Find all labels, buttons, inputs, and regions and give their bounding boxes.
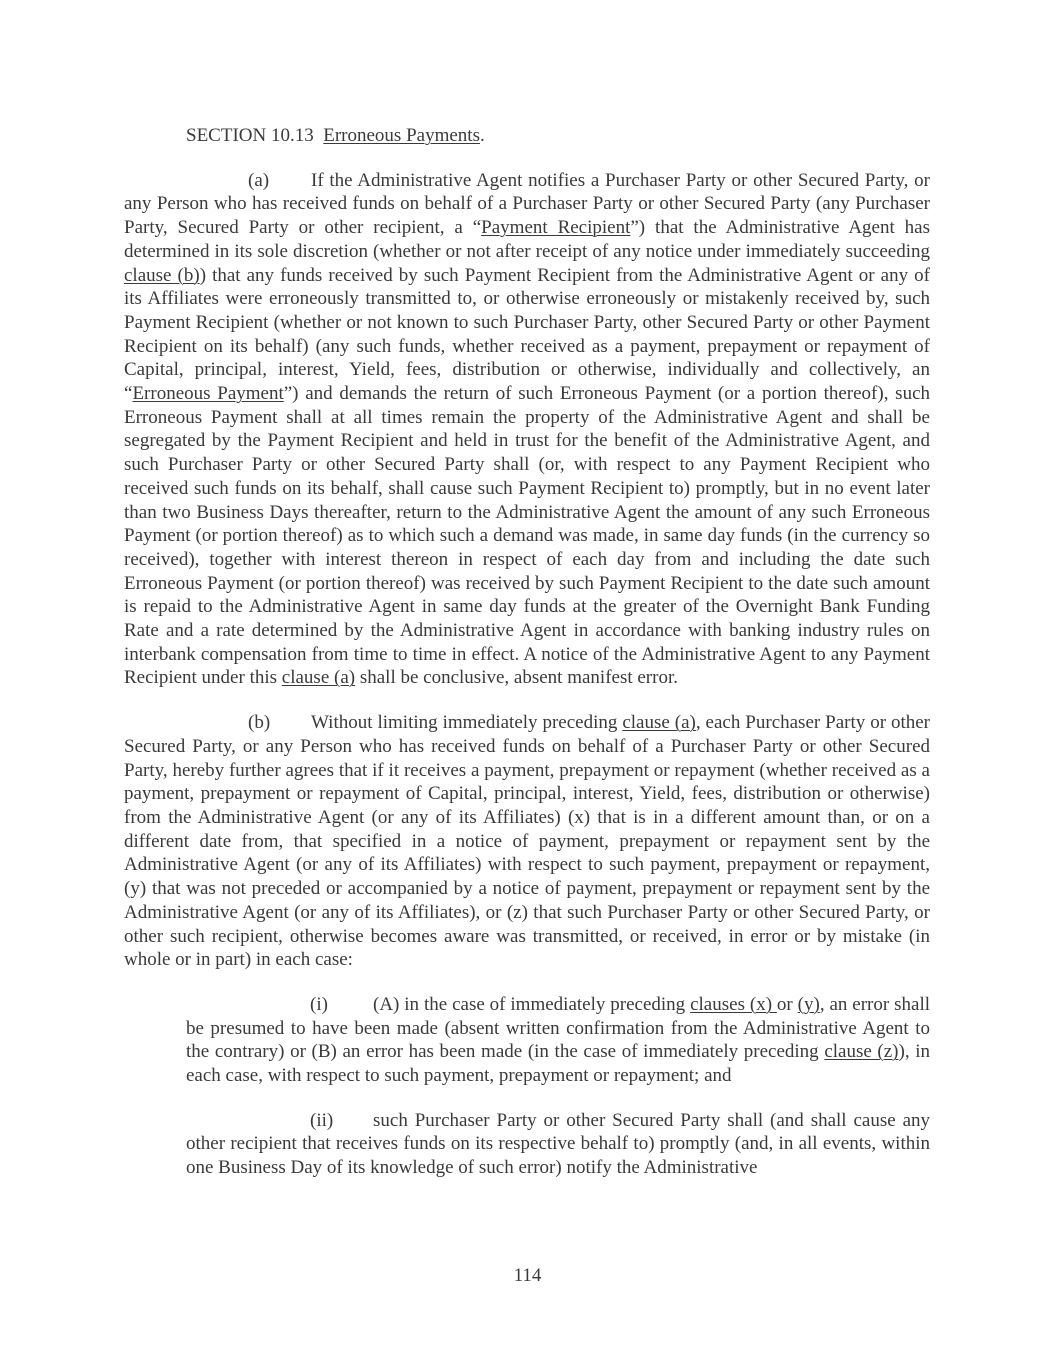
page-number: 114 [513,1265,542,1286]
paragraph-a-label: (a) [248,169,270,191]
paragraph-b-label: (b) [248,712,271,734]
section-title-period: . [479,125,485,146]
section-number: SECTION 10.13 [186,125,314,146]
subparagraph-i-text-1: (A) in the case of immediately preceding [373,993,691,1015]
defined-term-payment-recipient: Payment Recipient [481,217,631,239]
paragraph-b-text-1: Without limiting immediately preceding [311,712,623,734]
paragraph-a-text-4: ”) and demands the return of such Erroneous Payment (or a portion thereof), such Erroneous Payment shall at all times remain the property of the Administrative Agent and shall be segregated by the Payment Recipient and held in trust for the benefit of the Administrative Agent, and such Purchaser Party or other Secured Party shall (or, with respect to any Payment Recipient who received such funds on its behalf, shall cause such Payment Recipient to) promptly, but in no event later than two Business Days thereafter, return to the Administrative Agent the amount of any such Erroneous Payment (or portion thereof) as to which such a demand was made, in same day funds (in the currency so received), together with interest thereon in respect of each day from and including the date such Erroneous Payment (or portion thereof) was received by such Payment Recipient to the date such amount is repaid to the Administrative Agent in same day funds at the greater of the Overnight Bank Funding Rate and a rate determined by the Administrative Agent in accordance with banking industry rules on interbank compensation from time to time in effect. A notice of the Administrative Agent to any Payment Recipient under this [124,383,931,689]
paragraph-a [124,169,930,690]
paragraph-a-text-5: shall be conclusive, absent manifest error. [355,667,678,689]
subparagraph-i-text-4: ), in each case, with respect to such payment, prepayment or repayment; and [186,1041,930,1087]
clause-a-reference: clause (a) [281,667,356,689]
subparagraph-i [186,993,930,1088]
paragraph-b-text-2: , each Purchaser Party or other Secured Party, or any Person who has received funds on behalf of a Purchaser Party or other Secured Party, hereby further agrees that if it receives a payment, prepayment or repayment (whether received as a payment, prepayment or repayment of Capital, principal, interest, Yield, fees, distribution or otherwise) from the Administrative Agent (or any of its Affiliates) (x) that is in a different amount than, or on a different date from, that specified in a notice of payment, prepayment or repayment sent by the Administrative Agent (or any of its Affiliates) with respect to such payment, prepayment or repayment, (y) that was not preceded or accompanied by a notice of payment, prepayment or repayment sent by the Administrative Agent (or any of its Affiliates), or (z) that such Purchaser Party or other Secured Party, or other such recipient, otherwise becomes aware was transmitted, or received, in error or by mistake (in whole or in part) in each case: [124,712,931,971]
clauses-x-reference: clauses (x) [690,993,777,1015]
defined-term-erroneous-payment: Erroneous Payment [132,383,284,405]
subparagraph-i-text-3: , an error shall be presumed to have been made (absent written confirmation from the Administrative Agent to the contrary) or (B) an error has been made (in the case of immediately preceding [186,993,931,1063]
subparagraph-i-label: (i) [310,993,328,1015]
paragraph-a-text-1: If the Administrative Agent notifies a Purchaser Party or other Secured Party, or any Person who has received funds on behalf of a Purchaser Party or other Secured Party (any Purchaser Party, Secured Party or other recipient, a “ [124,169,930,239]
subparagraph-ii-label: (ii) [310,1109,334,1131]
section-title: Erroneous Payments [323,125,480,146]
clause-a-reference: clause (a) [622,712,696,734]
section-heading [186,124,930,148]
subparagraph-ii [186,1109,930,1180]
subparagraph-ii-text-1: such Purchaser Party or other Secured Party shall (and shall cause any other recipient that receives funds on its respective behalf to) promptly (and, in all events, within one Business Day of its knowledge of such error) notify the Administrative [186,1109,930,1179]
clause-y-reference: (y) [797,993,820,1015]
paragraph-a-text-3: ) that any funds received by such Payment Recipient from the Administrative Agent or any of its Affiliates were erroneously transmitted to, or otherwise erroneously or mistakenly received by, such Payment Recipient (whether or not known to such Purchaser Party, other Secured Party or other Payment Recipient on its behalf) (any such funds, whether received as a payment, prepayment or repayment of Capital, principal, interest, Yield, fees, distribution or otherwise, individually and collectively, an “ [124,264,930,405]
subparagraph-i-text-2: or [776,993,798,1015]
paragraph-a-text-2: ”) that the Administrative Agent has determined in its sole discretion (whether or not after receipt of any notice under immediately succeeding [124,217,930,262]
clause-b-reference: clause (b) [124,264,200,286]
paragraph-b [124,711,930,972]
document-page [124,124,930,1180]
clause-z-reference: clause (z) [824,1041,899,1063]
